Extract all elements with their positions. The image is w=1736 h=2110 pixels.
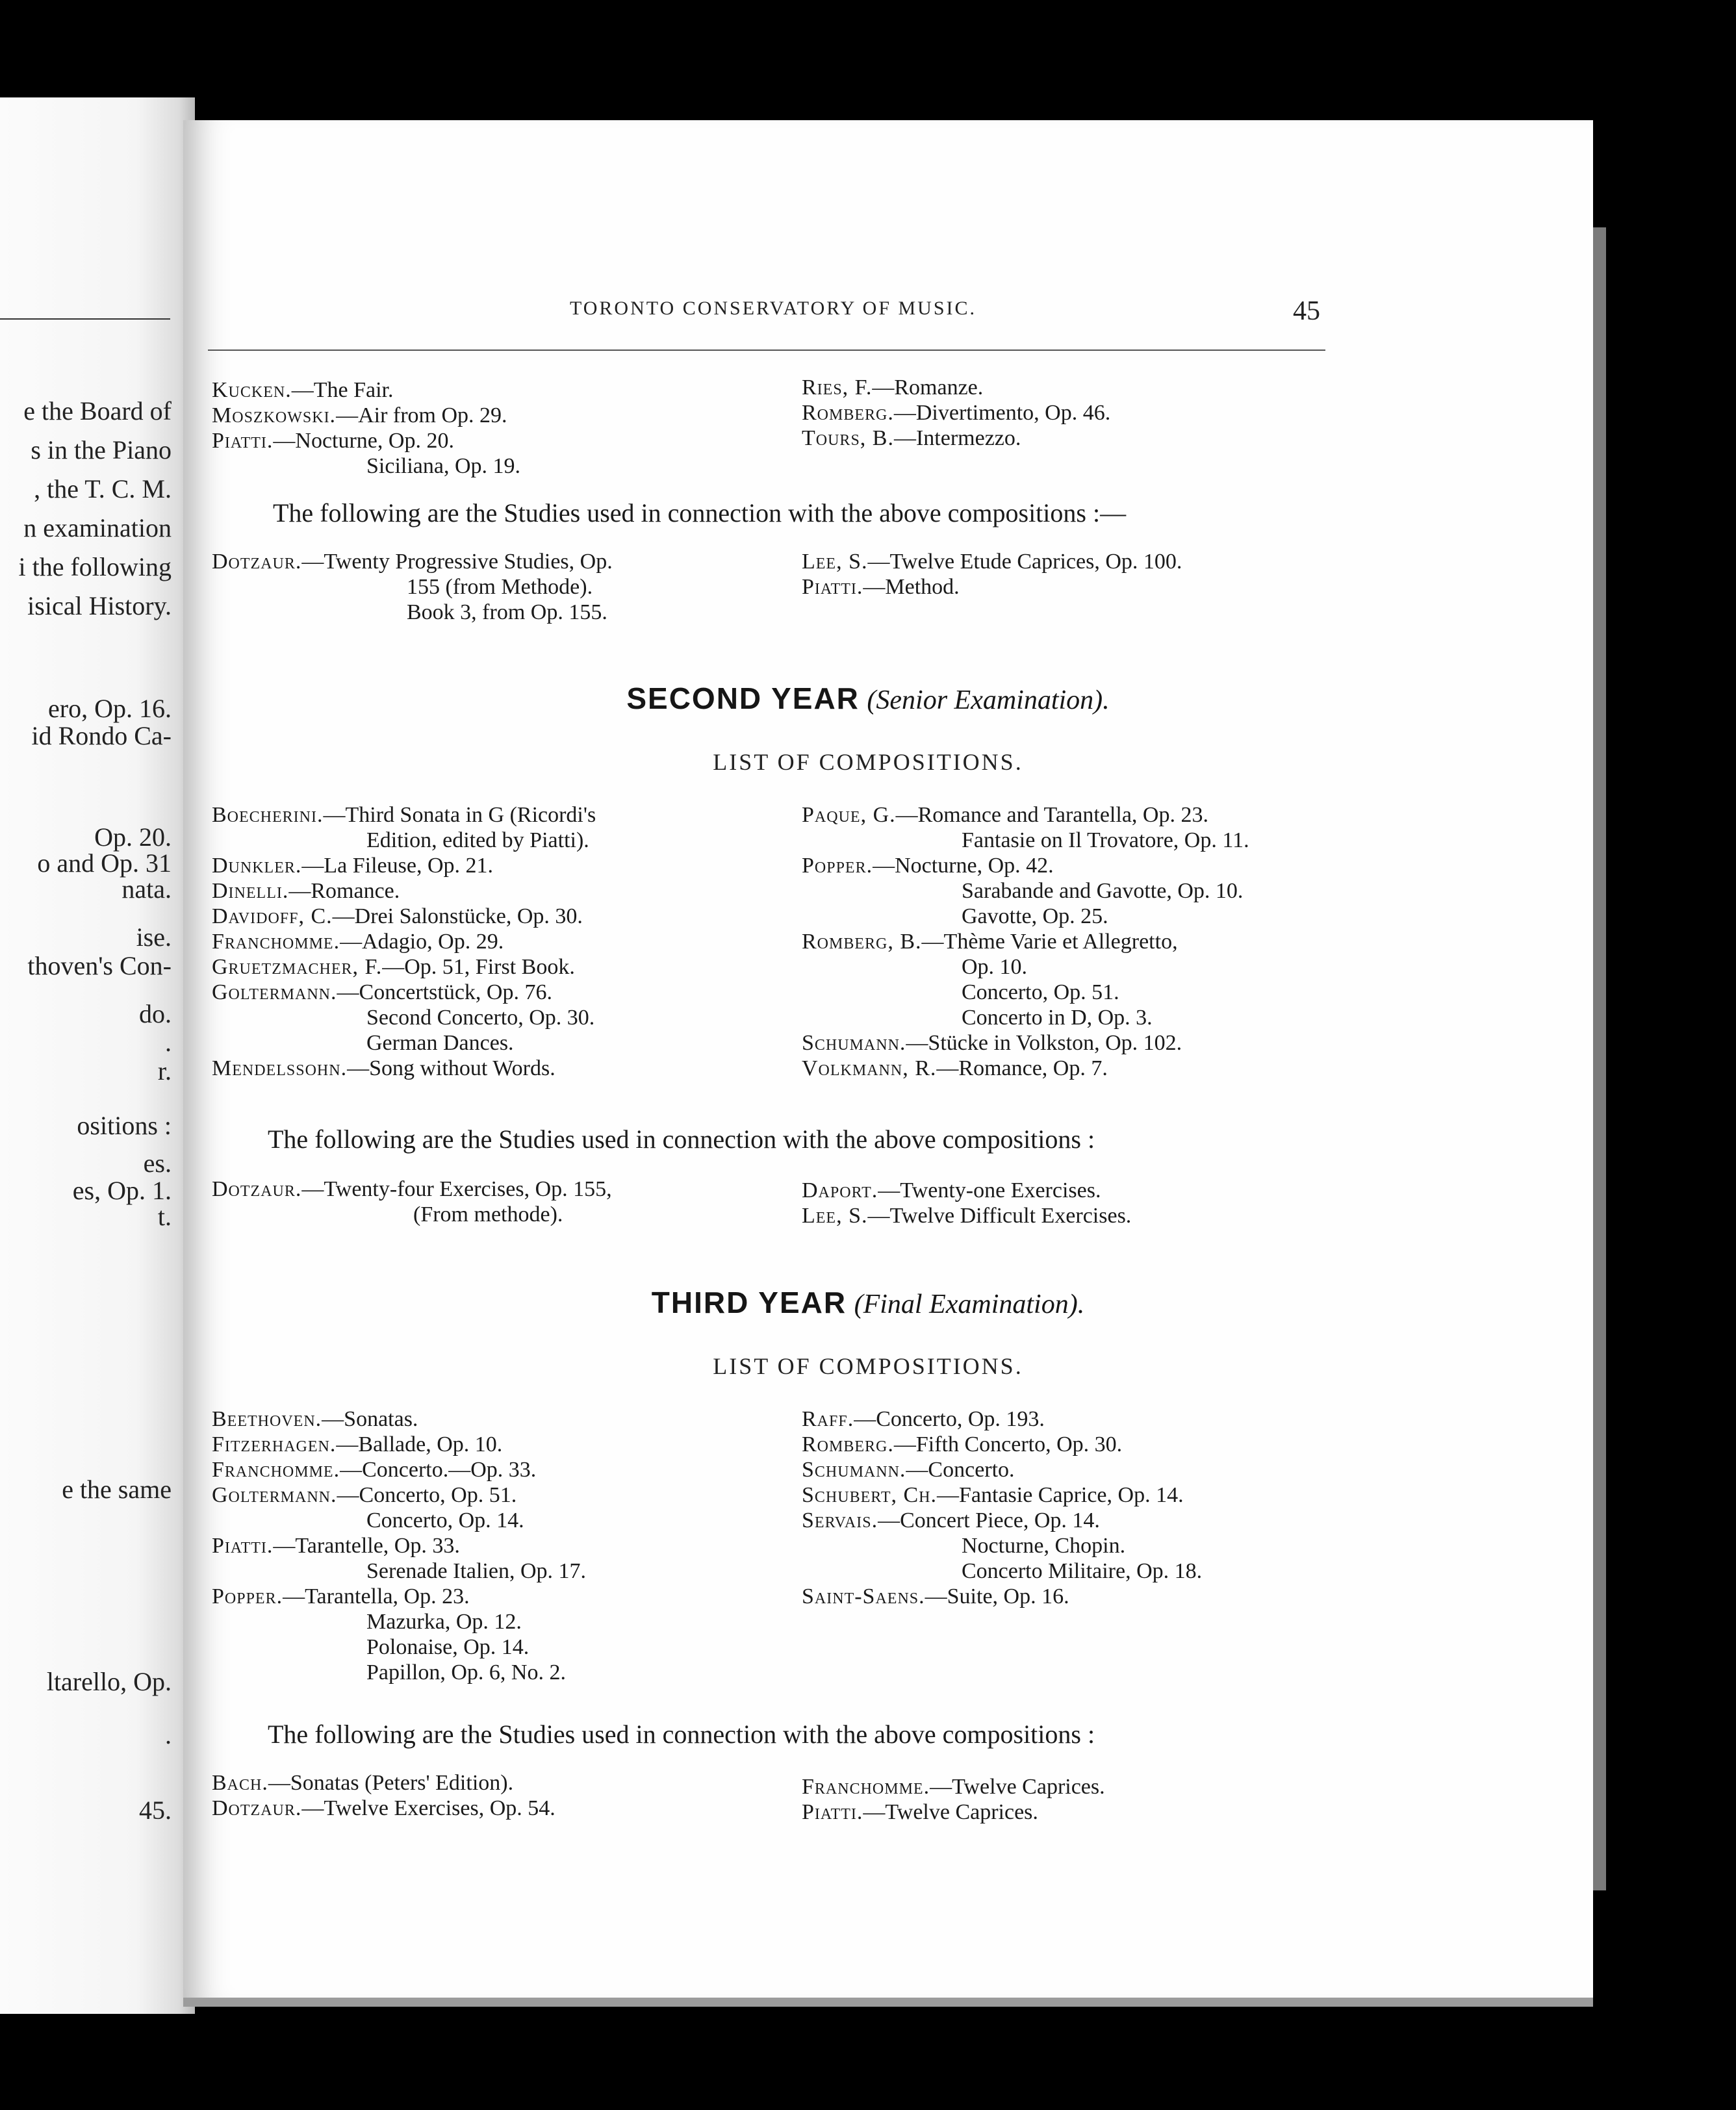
- work-title: Concerto in D, Op. 3.: [962, 1006, 1153, 1030]
- work-title: —Concerto.—Op. 33.: [340, 1458, 537, 1482]
- composer-name: Lee, S.: [802, 1204, 868, 1228]
- work-title: —Suite, Op. 16.: [925, 1584, 1069, 1608]
- second-year-title: SECOND YEAR: [626, 681, 860, 715]
- composer-name: Piatti.: [802, 575, 863, 599]
- work-title: —Stücke in Volkston, Op. 102.: [906, 1031, 1182, 1055]
- entry-line: [802, 575, 960, 600]
- entry-line: [962, 1006, 1153, 1030]
- composer-name: Romberg.: [802, 1432, 894, 1456]
- entry-line: [212, 1056, 555, 1081]
- entry-line: [962, 1534, 1125, 1558]
- work-title: —Thème Varie et Allegretto,: [921, 930, 1178, 954]
- previous-page-line: es, Op. 1.: [72, 1176, 172, 1205]
- entry-line: [212, 1432, 502, 1457]
- work-title: —Drei Salonstücke, Op. 30.: [332, 904, 583, 928]
- previous-page-line: isical History.: [27, 591, 172, 620]
- previous-page-line: t.: [157, 1202, 172, 1231]
- entry-line: [962, 980, 1119, 1005]
- entry-line: [212, 403, 507, 428]
- composer-name: Saint-Saens.: [802, 1584, 925, 1608]
- second-year-list-title: LIST OF COMPOSITIONS.: [713, 749, 1023, 775]
- entry-line: [802, 1407, 1045, 1432]
- entry-line: [802, 1508, 1100, 1533]
- third-year-title: THIRD YEAR: [651, 1286, 847, 1319]
- composer-name: Romberg.: [802, 401, 894, 425]
- entry-line: [366, 1031, 514, 1056]
- previous-page-line: n examination: [23, 513, 172, 542]
- entry-line: [212, 980, 552, 1005]
- work-title: Gavotte, Op. 25.: [962, 904, 1108, 928]
- composer-name: Dinelli.: [212, 879, 289, 903]
- composer-name: Dotzaur.: [212, 1796, 302, 1820]
- previous-page-line: , the T. C. M.: [34, 474, 172, 503]
- work-title: —Third Sonata in G (Ricordi's: [323, 803, 596, 827]
- previous-page-line: .: [165, 1028, 172, 1057]
- work-title: —Op. 51, First Book.: [382, 955, 575, 979]
- previous-page-line: s in the Piano: [31, 435, 172, 464]
- third-year-heading: [0, 1286, 1736, 1321]
- entry-line: [212, 550, 613, 574]
- work-title: (From methode).: [413, 1202, 563, 1227]
- previous-page-line: nata.: [121, 874, 172, 904]
- entry-line: [212, 803, 596, 828]
- work-title: —Nocturne, Op. 20.: [273, 429, 454, 453]
- work-title: —Intermezzo.: [893, 426, 1021, 450]
- work-title: —The Fair.: [291, 378, 394, 402]
- page-edge-bottom: [183, 1998, 1593, 2007]
- composer-name: Daport.: [802, 1178, 878, 1202]
- work-title: —Romance and Tarantella, Op. 23.: [895, 803, 1208, 827]
- work-title: —Twelve Caprices.: [930, 1775, 1105, 1799]
- work-title: —Sonatas (Peters' Edition).: [268, 1771, 514, 1795]
- entry-line: [212, 1407, 418, 1432]
- work-title: —Adagio, Op. 29.: [340, 930, 504, 954]
- work-title: German Dances.: [366, 1031, 514, 1055]
- composer-name: Moszkowski.: [212, 403, 337, 427]
- work-title: Op. 10.: [962, 955, 1028, 979]
- entry-line: [212, 1483, 517, 1508]
- work-title: —Tarantella, Op. 23.: [283, 1584, 470, 1608]
- composer-name: Raff.: [802, 1407, 854, 1431]
- previous-page-line: e the Board of: [23, 396, 172, 426]
- composer-name: Piatti.: [212, 429, 274, 453]
- work-title: —Divertimento, Op. 46.: [893, 401, 1111, 425]
- work-title: —La Fileuse, Op. 21.: [301, 854, 494, 878]
- first-year-studies-intro: The following are the Studies used in connection with the above compositions :—: [273, 498, 1127, 528]
- entry-line: [212, 378, 393, 403]
- entry-line: [802, 1458, 1015, 1482]
- work-title: Concerto, Op. 14.: [366, 1508, 524, 1532]
- work-title: —Twelve Caprices.: [863, 1800, 1038, 1824]
- work-title: Papillon, Op. 6, No. 2.: [366, 1660, 566, 1684]
- composer-name: Dunkler.: [212, 854, 302, 878]
- work-title: —Twelve Etude Caprices, Op. 100.: [867, 550, 1182, 574]
- work-title: —Romance, Op. 7.: [936, 1056, 1108, 1080]
- work-title: —Method.: [863, 575, 960, 599]
- entry-line: [212, 1796, 555, 1821]
- work-title: Edition, edited by Piatti).: [366, 828, 589, 852]
- previous-page-line: ltarello, Op.: [46, 1667, 172, 1696]
- previous-page: [0, 97, 195, 2014]
- entry-line: [962, 1559, 1202, 1584]
- composer-name: Volkmann, R.: [802, 1056, 937, 1080]
- work-title: —Sonatas.: [322, 1407, 418, 1431]
- composer-name: Goltermann.: [212, 1483, 337, 1507]
- composer-name: Romberg, B.: [802, 930, 922, 954]
- work-title: —Twelve Difficult Exercises.: [867, 1204, 1132, 1228]
- work-title: —Concerto, Op. 193.: [854, 1407, 1045, 1431]
- previous-page-line: thoven's Con-: [27, 951, 172, 980]
- entry-line: [366, 1508, 524, 1533]
- header-rule: [208, 350, 1325, 351]
- composer-name: Boecherini.: [212, 803, 324, 827]
- work-title: —Twenty Progressive Studies, Op.: [301, 550, 613, 574]
- entry-line: [802, 854, 1054, 878]
- work-title: —Romance.: [288, 879, 400, 903]
- previous-page-line: r.: [157, 1056, 172, 1086]
- work-title: Second Concerto, Op. 30.: [366, 1006, 595, 1030]
- composer-name: Dotzaur.: [212, 550, 302, 574]
- second-year-studies-intro: The following are the Studies used in connection with the above compositions :: [268, 1125, 1095, 1154]
- entry-line: [962, 955, 1027, 980]
- composer-name: Piatti.: [212, 1534, 274, 1558]
- composer-name: Ries, F.: [802, 375, 873, 400]
- composer-name: Franchomme.: [212, 1458, 340, 1482]
- work-title: Siciliana, Op. 19.: [366, 454, 521, 478]
- entry-line: [212, 1771, 513, 1796]
- work-title: —Air from Op. 29.: [336, 403, 507, 427]
- entry-line: [962, 879, 1243, 904]
- composer-name: Popper.: [212, 1584, 283, 1608]
- work-title: Polonaise, Op. 14.: [366, 1635, 530, 1659]
- work-title: Fantasie on Il Trovatore, Op. 11.: [962, 828, 1249, 852]
- work-title: —Twenty-one Exercises.: [878, 1178, 1101, 1202]
- previous-page-line: ositions :: [77, 1111, 172, 1140]
- entry-line: [212, 429, 454, 453]
- entry-line: [366, 828, 589, 853]
- composer-name: Lee, S.: [802, 550, 868, 574]
- composer-name: Popper.: [802, 854, 873, 878]
- entry-line: [802, 1800, 1038, 1825]
- composer-name: Schubert, Ch.: [802, 1483, 937, 1507]
- entry-line: [413, 1202, 563, 1227]
- composer-name: Paque, G.: [802, 803, 896, 827]
- composer-name: Franchomme.: [212, 930, 340, 954]
- entry-line: [212, 904, 583, 929]
- composer-name: Servais.: [802, 1508, 878, 1532]
- entry-line: [212, 1458, 536, 1482]
- entry-line: [212, 1584, 470, 1609]
- previous-page-line: es.: [143, 1149, 172, 1178]
- work-title: —Concert Piece, Op. 14.: [878, 1508, 1100, 1532]
- composer-name: Tours, B.: [802, 426, 894, 450]
- work-title: Concerto, Op. 51.: [962, 980, 1119, 1004]
- entry-line: [212, 1534, 460, 1558]
- composer-name: Mendelssohn.: [212, 1056, 348, 1080]
- entry-line: [366, 1660, 566, 1685]
- second-year-subtitle: (Senior Examination).: [867, 685, 1110, 715]
- entry-line: [212, 879, 400, 904]
- entry-line: [407, 575, 593, 600]
- entry-line: [802, 375, 983, 400]
- running-head: TORONTO CONSERVATORY OF MUSIC.: [569, 298, 977, 319]
- previous-page-line: Op. 20.: [94, 822, 172, 852]
- work-title: —Romanze.: [872, 375, 984, 400]
- entry-line: [802, 550, 1182, 574]
- composer-name: Piatti.: [802, 1800, 863, 1824]
- third-year-list-title: LIST OF COMPOSITIONS.: [713, 1353, 1023, 1379]
- second-year-heading: [0, 682, 1736, 717]
- entry-line: [802, 1204, 1131, 1228]
- page-number: 45: [1293, 296, 1320, 326]
- composer-name: Dotzaur.: [212, 1177, 302, 1201]
- composer-name: Bach.: [212, 1771, 268, 1795]
- work-title: —Ballade, Op. 10.: [336, 1432, 503, 1456]
- previous-page-line: .: [165, 1720, 172, 1749]
- work-title: —Tarantelle, Op. 33.: [273, 1534, 460, 1558]
- composer-name: Gruetzmacher, F.: [212, 955, 383, 979]
- work-title: Nocturne, Chopin.: [962, 1534, 1126, 1558]
- entry-line: [802, 930, 1178, 954]
- entry-line: [802, 401, 1110, 426]
- entry-line: [366, 1635, 529, 1660]
- composer-name: Davidoff, C.: [212, 904, 333, 928]
- entry-line: [212, 854, 493, 878]
- previous-page-line: i the following: [18, 552, 172, 581]
- entry-line: [366, 1610, 522, 1634]
- entry-line: [802, 1483, 1184, 1508]
- work-title: —Concerto.: [906, 1458, 1015, 1482]
- work-title: —Twelve Exercises, Op. 54.: [301, 1796, 555, 1820]
- entry-line: [212, 1177, 612, 1202]
- entry-line: [962, 904, 1108, 929]
- page-edge-right: [1593, 227, 1606, 1890]
- previous-page-line: 45.: [139, 1796, 172, 1825]
- entry-line: [802, 1031, 1182, 1056]
- previous-page-line: id Rondo Ca-: [31, 721, 172, 750]
- work-title: —Twenty-four Exercises, Op. 155,: [301, 1177, 612, 1201]
- work-title: Concerto Militaire, Op. 18.: [962, 1559, 1203, 1583]
- entry-line: [802, 1584, 1069, 1609]
- work-title: —Fifth Concerto, Op. 30.: [893, 1432, 1123, 1456]
- composer-name: Franchomme.: [802, 1775, 930, 1799]
- composer-name: Goltermann.: [212, 980, 337, 1004]
- work-title: Book 3, from Op. 155.: [407, 600, 607, 624]
- previous-page-line: ise.: [136, 922, 172, 952]
- entry-line: [802, 1178, 1101, 1203]
- composer-name: Schumann.: [802, 1458, 906, 1482]
- work-title: Serenade Italien, Op. 17.: [366, 1559, 586, 1583]
- work-title: Mazurka, Op. 12.: [366, 1610, 522, 1634]
- third-year-subtitle: (Final Examination).: [854, 1290, 1085, 1319]
- composer-name: Kucken.: [212, 378, 292, 402]
- entry-line: [407, 600, 607, 625]
- entry-line: [366, 1006, 594, 1030]
- work-title: 155 (from Methode).: [407, 575, 593, 599]
- entry-line: [802, 1056, 1108, 1081]
- entry-line: [802, 803, 1208, 828]
- composer-name: Schumann.: [802, 1031, 906, 1055]
- previous-page-line: ero, Op. 16.: [48, 694, 172, 723]
- entry-line: [802, 1775, 1105, 1799]
- entry-line: [802, 1432, 1122, 1457]
- entry-line: [366, 1559, 586, 1584]
- entry-line: [212, 955, 575, 980]
- entry-line: [962, 828, 1249, 853]
- previous-page-line: o and Op. 31: [37, 848, 172, 878]
- work-title: —Song without Words.: [347, 1056, 555, 1080]
- entry-line: [212, 930, 504, 954]
- composer-name: Beethoven.: [212, 1407, 322, 1431]
- work-title: —Fantasie Caprice, Op. 14.: [937, 1483, 1184, 1507]
- previous-page-line: e the same: [62, 1475, 172, 1504]
- third-year-studies-intro: The following are the Studies used in connection with the above compositions :: [268, 1720, 1095, 1749]
- entry-line: [802, 426, 1021, 451]
- previous-page-header-rule: [0, 318, 170, 320]
- work-title: —Nocturne, Op. 42.: [873, 854, 1054, 878]
- work-title: —Concertstück, Op. 76.: [337, 980, 552, 1004]
- composer-name: Fitzerhagen.: [212, 1432, 337, 1456]
- entry-line: [366, 454, 520, 479]
- work-title: —Concerto, Op. 51.: [337, 1483, 517, 1507]
- work-title: Sarabande and Gavotte, Op. 10.: [962, 879, 1244, 903]
- previous-page-line: do.: [139, 999, 172, 1028]
